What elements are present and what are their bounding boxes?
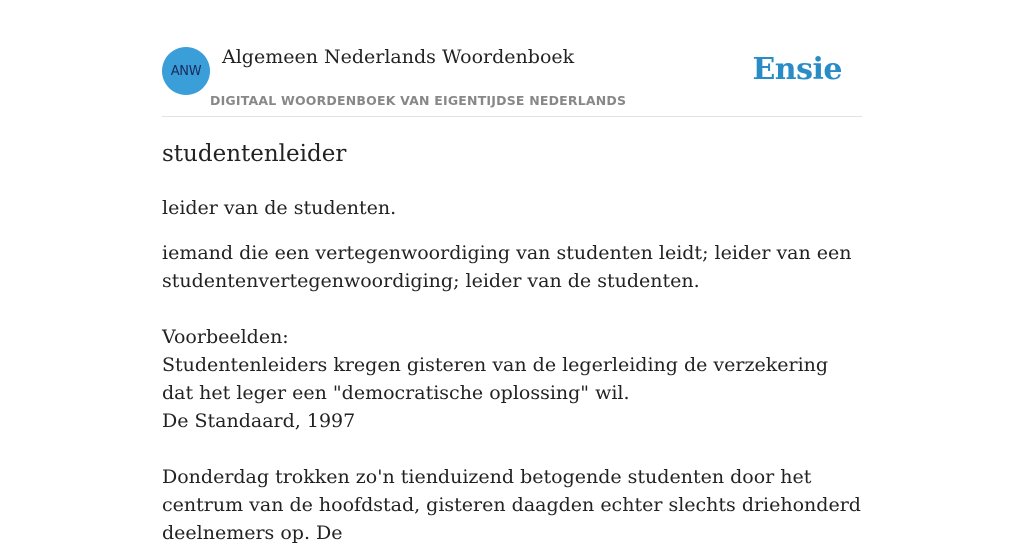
spacer — [162, 295, 862, 323]
site-title[interactable]: Algemeen Nederlands Woordenboek — [222, 46, 575, 68]
ensie-brand-link[interactable]: Ensie — [752, 52, 842, 87]
long-definition: iemand die een vertegenwoordiging van studenten leidt; leider van een studentenvertegenwoordiging; leider van de studenten. — [162, 242, 852, 292]
entry-word: studentenleider — [162, 141, 347, 167]
short-definition: leider van de studenten. — [162, 197, 397, 219]
example-text: Studentenleiders kregen gisteren van de legerleiding de verzekering dat het leger een "democratische oplossing" wil. — [162, 354, 829, 404]
page-container — [162, 0, 862, 544]
example-text: Donderdag trokken zo'n tienduizend betogende studenten door het centrum van de hoofdstad, gisteren daagden echter slechts driehonderd deelnemers op. De — [162, 466, 861, 544]
site-subtitle: DIGITAAL WOORDENBOEK VAN EIGENTIJDSE NEDERLANDS — [210, 93, 627, 108]
site-header — [162, 0, 862, 117]
spacer — [162, 435, 862, 463]
examples-label: Voorbeelden: — [162, 326, 289, 348]
anw-logo[interactable]: ANW — [162, 47, 210, 95]
example-source: De Standaard, 1997 — [162, 410, 356, 432]
long-definition-block — [162, 239, 862, 547]
